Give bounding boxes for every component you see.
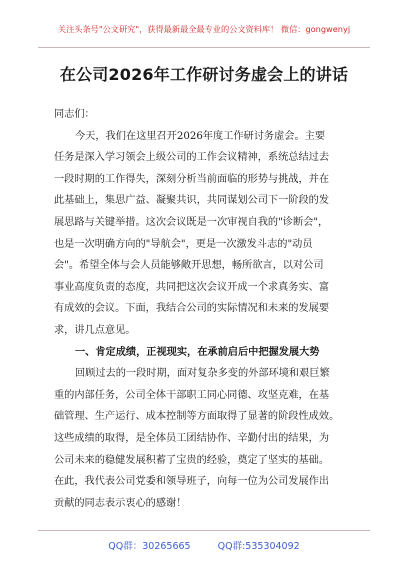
paragraph-line: 有成效的会议。下面，我结合公司的实际情况和未来的发展要 bbox=[54, 303, 330, 315]
header-divider bbox=[38, 47, 370, 48]
document-title: 在公司2026年工作研讨务虚会上的讲话 bbox=[59, 65, 349, 84]
paragraph-line: 础管理、生产运行、成本控制等方面取得了显著的阶段性成效。 bbox=[54, 411, 340, 423]
footer-qq-group-2: QQ群:535304092 bbox=[217, 541, 300, 552]
paragraph-line: 一段时期的工作得失，深刻分析当前面临的形势与挑战，并在 bbox=[54, 173, 330, 185]
paragraph-line: 事业高度负责的态度，共同把这次会议开成一个求真务实、富 bbox=[54, 281, 330, 293]
page-footer bbox=[0, 538, 408, 552]
paragraph-line: 求，讲几点意见。 bbox=[54, 324, 136, 336]
paragraph-line: 也是一次明确方向的"导航会"，更是一次激发斗志的"动员 bbox=[54, 238, 313, 250]
header-banner: 关注头条号"公文研究"，获得最新最全最专业的公文资料库！ 微信：gongwenyj bbox=[57, 24, 351, 34]
paragraph-line: 这些成绩的取得，是全体员工团结协作、辛勤付出的结果，为 bbox=[54, 432, 330, 444]
footer-qq-group-1: QQ群：30265665 bbox=[108, 541, 191, 552]
section-heading: 一、肯定成绩，正视现实，在承前启后中把握发展大势 bbox=[75, 346, 320, 358]
footer-divider bbox=[38, 530, 370, 531]
paragraph-line: 展思路与关键举措。这次会议既是一次审视自我的"诊断会"， bbox=[54, 216, 329, 228]
salutation: 同志们： bbox=[54, 109, 95, 120]
page-header bbox=[0, 0, 408, 52]
paragraph-line: 在此，我代表公司党委和领导班子，向每一位为公司发展作出 bbox=[54, 476, 330, 488]
paragraph-line: 回顾过去的一段时期，面对复杂多变的外部环境和艰巨繁 bbox=[75, 368, 330, 380]
paragraph-line: 贡献的同志表示衷心的感谢！ bbox=[54, 497, 187, 509]
paragraph-line: 会"。希望全体与会人员能够敞开思想，畅所欲言，以对公司 bbox=[54, 260, 324, 272]
paragraph-line: 公司未来的稳健发展积蓄了宝贵的经验，奠定了坚实的基础。 bbox=[54, 454, 330, 466]
paragraph-line: 此基础上，集思广益、凝聚共识，共同谋划公司下一阶段的发 bbox=[54, 195, 330, 207]
paragraph-line: 任务是深入学习领会上级公司的工作会议精神，系统总结过去 bbox=[54, 152, 330, 164]
document-body bbox=[54, 104, 360, 514]
paragraph-line: 重的内部任务，公司全体干部职工同心同德、攻坚克难，在基 bbox=[54, 389, 330, 401]
paragraph-line: 今天，我们在这里召开2026年度工作研讨务虚会。主要 bbox=[75, 130, 326, 142]
